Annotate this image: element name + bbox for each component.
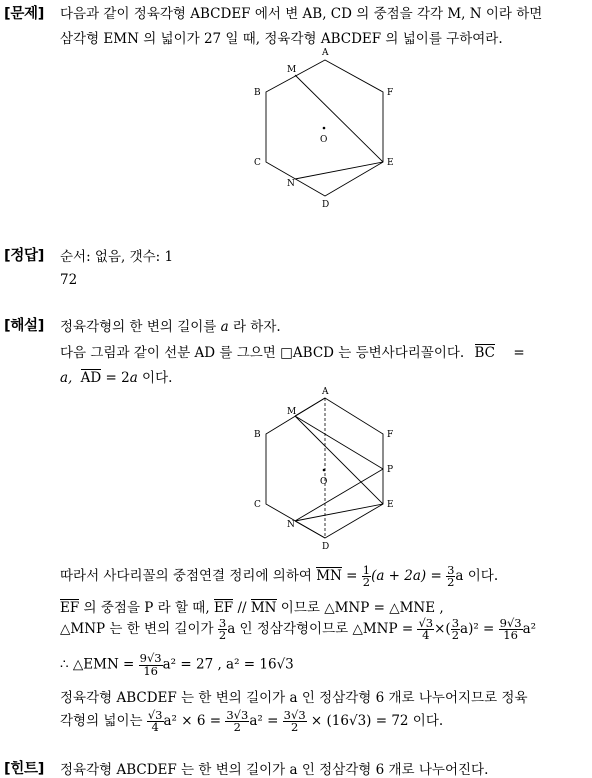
vertex-label-e: E [387, 500, 394, 510]
vertex-label-e: E [387, 158, 394, 168]
hexagon-figure-1 [250, 44, 400, 214]
problem-line-1: 다음과 같이 정육각형 ABCDEF 에서 변 AB, CD 의 중점을 각각 M, N 이라 하면 [60, 6, 543, 22]
solution-line-1: 정육각형의 한 변의 길이를 a 라 하자. [60, 319, 281, 335]
segment-ne [295, 504, 383, 521]
hexagon-outline [266, 398, 383, 538]
solution-step-5: 정육각형 ABCDEF 는 한 변의 길이가 a 인 정삼각형 6 개로 나누어지므로 정육 [60, 690, 528, 706]
vertex-label-n: N [287, 179, 295, 189]
solution-step-1: 따라서 사다리꼴의 중점연결 정리에 의하여 MN = $\frac{1}{2}$ (a + 2a) = $\frac{3}{2}$ a 이다. [60, 562, 499, 589]
solution-line-2: 다음 그림과 같이 선분 AD 를 그으면 □ABCD 는 등변사다리꼴이다. BC = [60, 345, 525, 361]
vertex-label-c: C [254, 500, 261, 510]
vertex-label-b: B [254, 88, 261, 98]
vertex-label-c: C [254, 158, 261, 168]
vertex-label-a: A [322, 387, 329, 397]
solution-step-2: EF 의 중점을 P 라 할 때, EF // MN 이므로 △MNP = △MNE , [60, 600, 444, 616]
vertex-label-o: O [320, 477, 328, 487]
center-point [323, 127, 326, 130]
segment-mp [295, 416, 383, 469]
vertex-label-f: F [387, 88, 394, 98]
answer-value: 72 [60, 272, 78, 288]
segment-me [295, 75, 383, 162]
vertex-label-a: A [322, 48, 329, 58]
hint-label: [힌트] [4, 761, 45, 777]
vertex-label-b: B [254, 430, 261, 440]
hexagon-figure-2 [250, 384, 400, 554]
segment-np [295, 469, 383, 521]
answer-label: [정답] [4, 248, 45, 264]
problem-label: [문제] [4, 6, 45, 22]
vertex-label-d: D [322, 542, 330, 552]
solution-line-3: a, AD = 2a 이다. [60, 370, 173, 386]
problem-line-2: 삼각형 EMN 의 넓이가 27 일 때, 정육각형 ABCDEF 의 넓이를 구하여라. [60, 31, 503, 47]
vertex-label-f: F [387, 430, 394, 440]
solution-step-3: △MNP 는 한 변의 길이가 $\frac{3}{2}$ a 인 정삼각형이므로 △MNP = $\frac{√3}{4}$ ×( $\frac{3}{2}$ a)² = $\frac{9√3}{16}$ a² [60, 615, 537, 642]
solution-step-6: 각형의 넓이는 $\frac{√3}{4}$ a² × 6 = $\frac{3√3}{2}$ a² = $\frac{3√3}{2}$ × (16√3) = 72 이다. [60, 707, 444, 734]
solution-label: [해설] [4, 318, 45, 334]
hint-text: 정육각형 ABCDEF 는 한 변의 길이가 a 인 정삼각형 6 개로 나누어진다. [60, 762, 489, 778]
answer-meta: 순서: 없음, 갯수: 1 [60, 249, 174, 265]
vertex-label-m: M [287, 407, 297, 417]
center-point [323, 469, 326, 472]
vertex-label-p: P [387, 465, 394, 475]
segment-me [295, 416, 383, 504]
solution-step-4: ∴ △EMN = $\frac{9√3}{16}$ a² = 27 , a² = 16√3 [60, 651, 294, 678]
segment-ne [295, 162, 383, 179]
vertex-label-m: M [287, 65, 297, 75]
vertex-label-d: D [322, 200, 330, 210]
vertex-label-n: N [287, 520, 295, 530]
vertex-label-o: O [320, 135, 328, 145]
